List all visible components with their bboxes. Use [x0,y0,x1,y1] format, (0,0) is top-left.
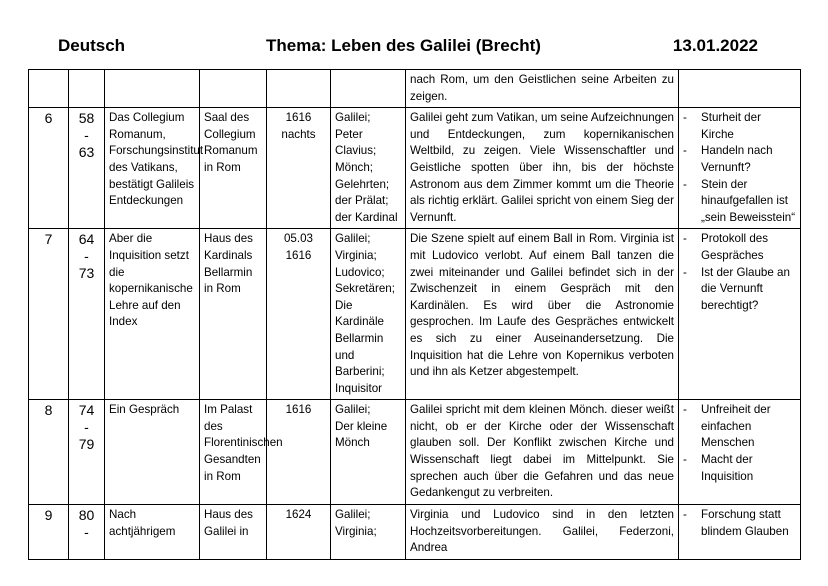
scene-number: 7 [29,229,69,400]
aspects-cell [679,70,801,108]
scene-content: Galilei spricht mit dem kleinen Mönch. dieser weißt nicht, ob er der Kirche oder der Wissenschaft glauben soll. Der Konflikt zwischen Kirche und Wissenschaft liegt dabei im Mittelpunkt. Sie sprechen auch über die Gefahren und das neue Gedankengut zu verbreiten. [406,400,679,505]
scene-table [28,69,801,560]
scene-time: 1616 [267,400,331,505]
scene-persons: Galilei; Peter Clavius; Mönch; Gelehrten; der Prälat; der Kardinal [331,108,406,229]
subject-label: Deutsch [58,36,126,55]
list-item: - Forschung statt blindem Glauben [683,507,796,540]
scene-place: Haus des Kardinals Bellarmin in Rom [200,229,267,400]
table-row [29,505,801,560]
scene-aspects [679,400,801,505]
scene-aspects [679,505,801,560]
table-row [29,70,801,108]
document-date: 13.01.2022 [672,36,758,55]
list-item: - Stein der hinaufgefallen ist „sein Beweisstein“ [683,177,796,227]
list-item: - Handeln nach Vernunft? [683,143,796,176]
table-row [29,400,801,505]
scene-persons: Galilei; Der kleine Mönch [331,400,406,505]
scene-place: Saal des Collegium Romanum in Rom [200,108,267,229]
scene-number: 9 [29,505,69,560]
topic-title: Thema: Leben des Galilei (Brecht) [266,36,541,55]
scene-content: Die Szene spielt auf einem Ball in Rom. Virginia ist mit Ludovico verlobt. Auf einem Ball tanzen die zwei miteinander und Galilei befindet sich in der Zwischenzeit in einem Gespräch mit den Kardinälen. Es wird über die Astronomie gesprochen. Im Laufe des Gespräches entwickelt es sich zu einer Auseinandersetzung. Die Inquisition hat die Lehre von Kopernikus verboten und ihn als Ketzer abgestempelt. [406,229,679,400]
list-item: - Protokoll des Gespräches [683,231,796,264]
time-cell [267,70,331,108]
list-item: - Ist der Glaube an die Vernunft berechtigt? [683,265,796,315]
scene-title: Aber die Inquisition setzt die kopernikanische Lehre auf den Index [105,229,200,400]
content-cell: nach Rom, um den Geistlichen seine Arbeiten zu zeigen. [406,70,679,108]
scene-title: Das Collegium Romanum, Forschungsinstitut des Vatikans, bestätigt Galileis Entdeckungen [105,108,200,229]
page-header [58,36,758,56]
list-item: - Sturheit der Kirche [683,110,796,143]
scene-title: Ein Gespräch [105,400,200,505]
page-range-cell [69,70,105,108]
persons-cell [331,70,406,108]
scene-number: 6 [29,108,69,229]
list-item: - Unfreiheit der einfachen Menschen [683,402,796,452]
scene-content: Virginia und Ludovico sind in den letzten Hochzeitsvorbereitungen. Galilei, Federzoni, Andrea [406,505,679,560]
scene-content: Galilei geht zum Vatikan, um seine Aufzeichnungen und Entdeckungen, zum kopernikanischen Weltbild, zu zeigen. Viele Wissenschaftler und Geistliche spotten über ihn, bis der höchste Astronom aus dem Zimmer kommt um die Theorie als richtig erklärt. Galilei spricht von einem Sieg der Vernunft. [406,108,679,229]
table-row [29,108,801,229]
scene-number: 8 [29,400,69,505]
page-range: 64 - 73 [69,229,105,400]
page-range: 74 - 79 [69,400,105,505]
scene-place: Haus des Galilei in [200,505,267,560]
scene-aspects [679,229,801,400]
scene-aspects [679,108,801,229]
scene-time: 05.03 1616 [267,229,331,400]
scene-title: Nach achtjährigem [105,505,200,560]
scene-time: 1616 nachts [267,108,331,229]
list-item: - Macht der Inquisition [683,452,796,485]
scene-time: 1624 [267,505,331,560]
scene-title-cell [105,70,200,108]
scene-persons: Galilei; Virginia; Ludovico; Sekretären; Die Kardinäle Bellarmin und Barberini; Inquisitor [331,229,406,400]
table-row [29,229,801,400]
scene-number-cell [29,70,69,108]
scene-place: Im Palast des Florentinischen Gesandten in Rom [200,400,267,505]
page-range: 58 - 63 [69,108,105,229]
place-cell [200,70,267,108]
page-range: 80 - [69,505,105,560]
scene-persons: Galilei; Virginia; [331,505,406,560]
